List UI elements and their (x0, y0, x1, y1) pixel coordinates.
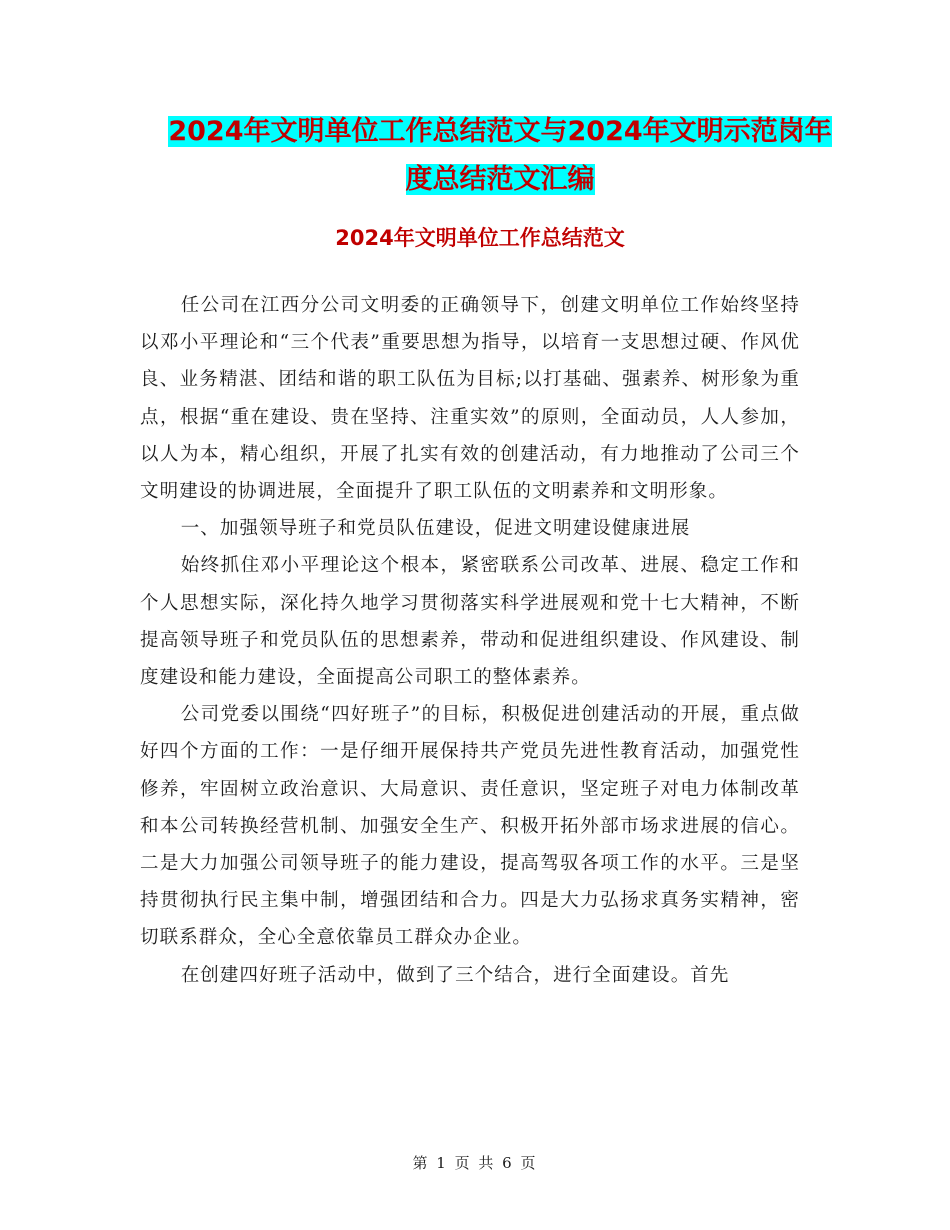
document-title (100, 108, 900, 204)
paragraph-theory: 始终抓住邓小平理论这个根本，紧密联系公司改革、进展、稳定工作和个人思想实际，深化持久地学习贯彻落实科学进展观和党十七大精神，不断提高领导班子和党员队伍的思想素养，带动和促进组织建设、作风建设、制度建设和能力建设，全面提高公司职工的整体素养。 (140, 555, 800, 689)
page-footer: 第 1 页 共 6 页 (412, 1154, 538, 1172)
body-text (140, 287, 800, 994)
document-title-line-2: 度总结范文汇编 (405, 164, 595, 195)
paragraph-intro: 任公司在江西分公司文明委的正确领导下，创建文明单位工作始终坚持以邓小平理论和“三个代表”重要思想为指导，以培育一支思想过硬、作风优良、业务精湛、团结和谐的职工队伍为目标;以打基础、强素养、树形象为重点，根据“重在建设、贵在坚持、注重实效”的原则，全面动员，人人参加，以人为本，精心组织，开展了扎实有效的创建活动，有力地推动了公司三个文明建设的协调进展，全面提升了职工队伍的文明素养和文明形象。 (140, 295, 800, 503)
paragraph-three-combinations: 在创建四好班子活动中，做到了三个结合，进行全面建设。首先 (180, 964, 730, 986)
section-heading: 2024年文明单位工作总结范文 (335, 226, 625, 250)
paragraph-subheading: 一、加强领导班子和党员队伍建设，促进文明建设健康进展 (180, 518, 691, 540)
document-title-line-1: 2024年文明单位工作总结范文与2024年文明示范岗年 (168, 116, 832, 147)
paragraph-four-good-team: 公司党委以围绕“四好班子”的目标，积极促进创建活动的开展，重点做好四个方面的工作：一是仔细开展保持共产党员先进性教育活动，加强党性修养，牢固树立政治意识、大局意识、责任意识，坚定班子对电力体制改革和本公司转换经营机制、加强安全生产、积极开拓外部市场求进展的信心。二是大力加强公司领导班子的能力建设，提高驾驭各项工作的水平。三是坚持贯彻执行民主集中制，增强团结和合力。四是大力弘扬求真务实精神，密切联系群众，全心全意依靠员工群众办企业。 (140, 704, 800, 949)
